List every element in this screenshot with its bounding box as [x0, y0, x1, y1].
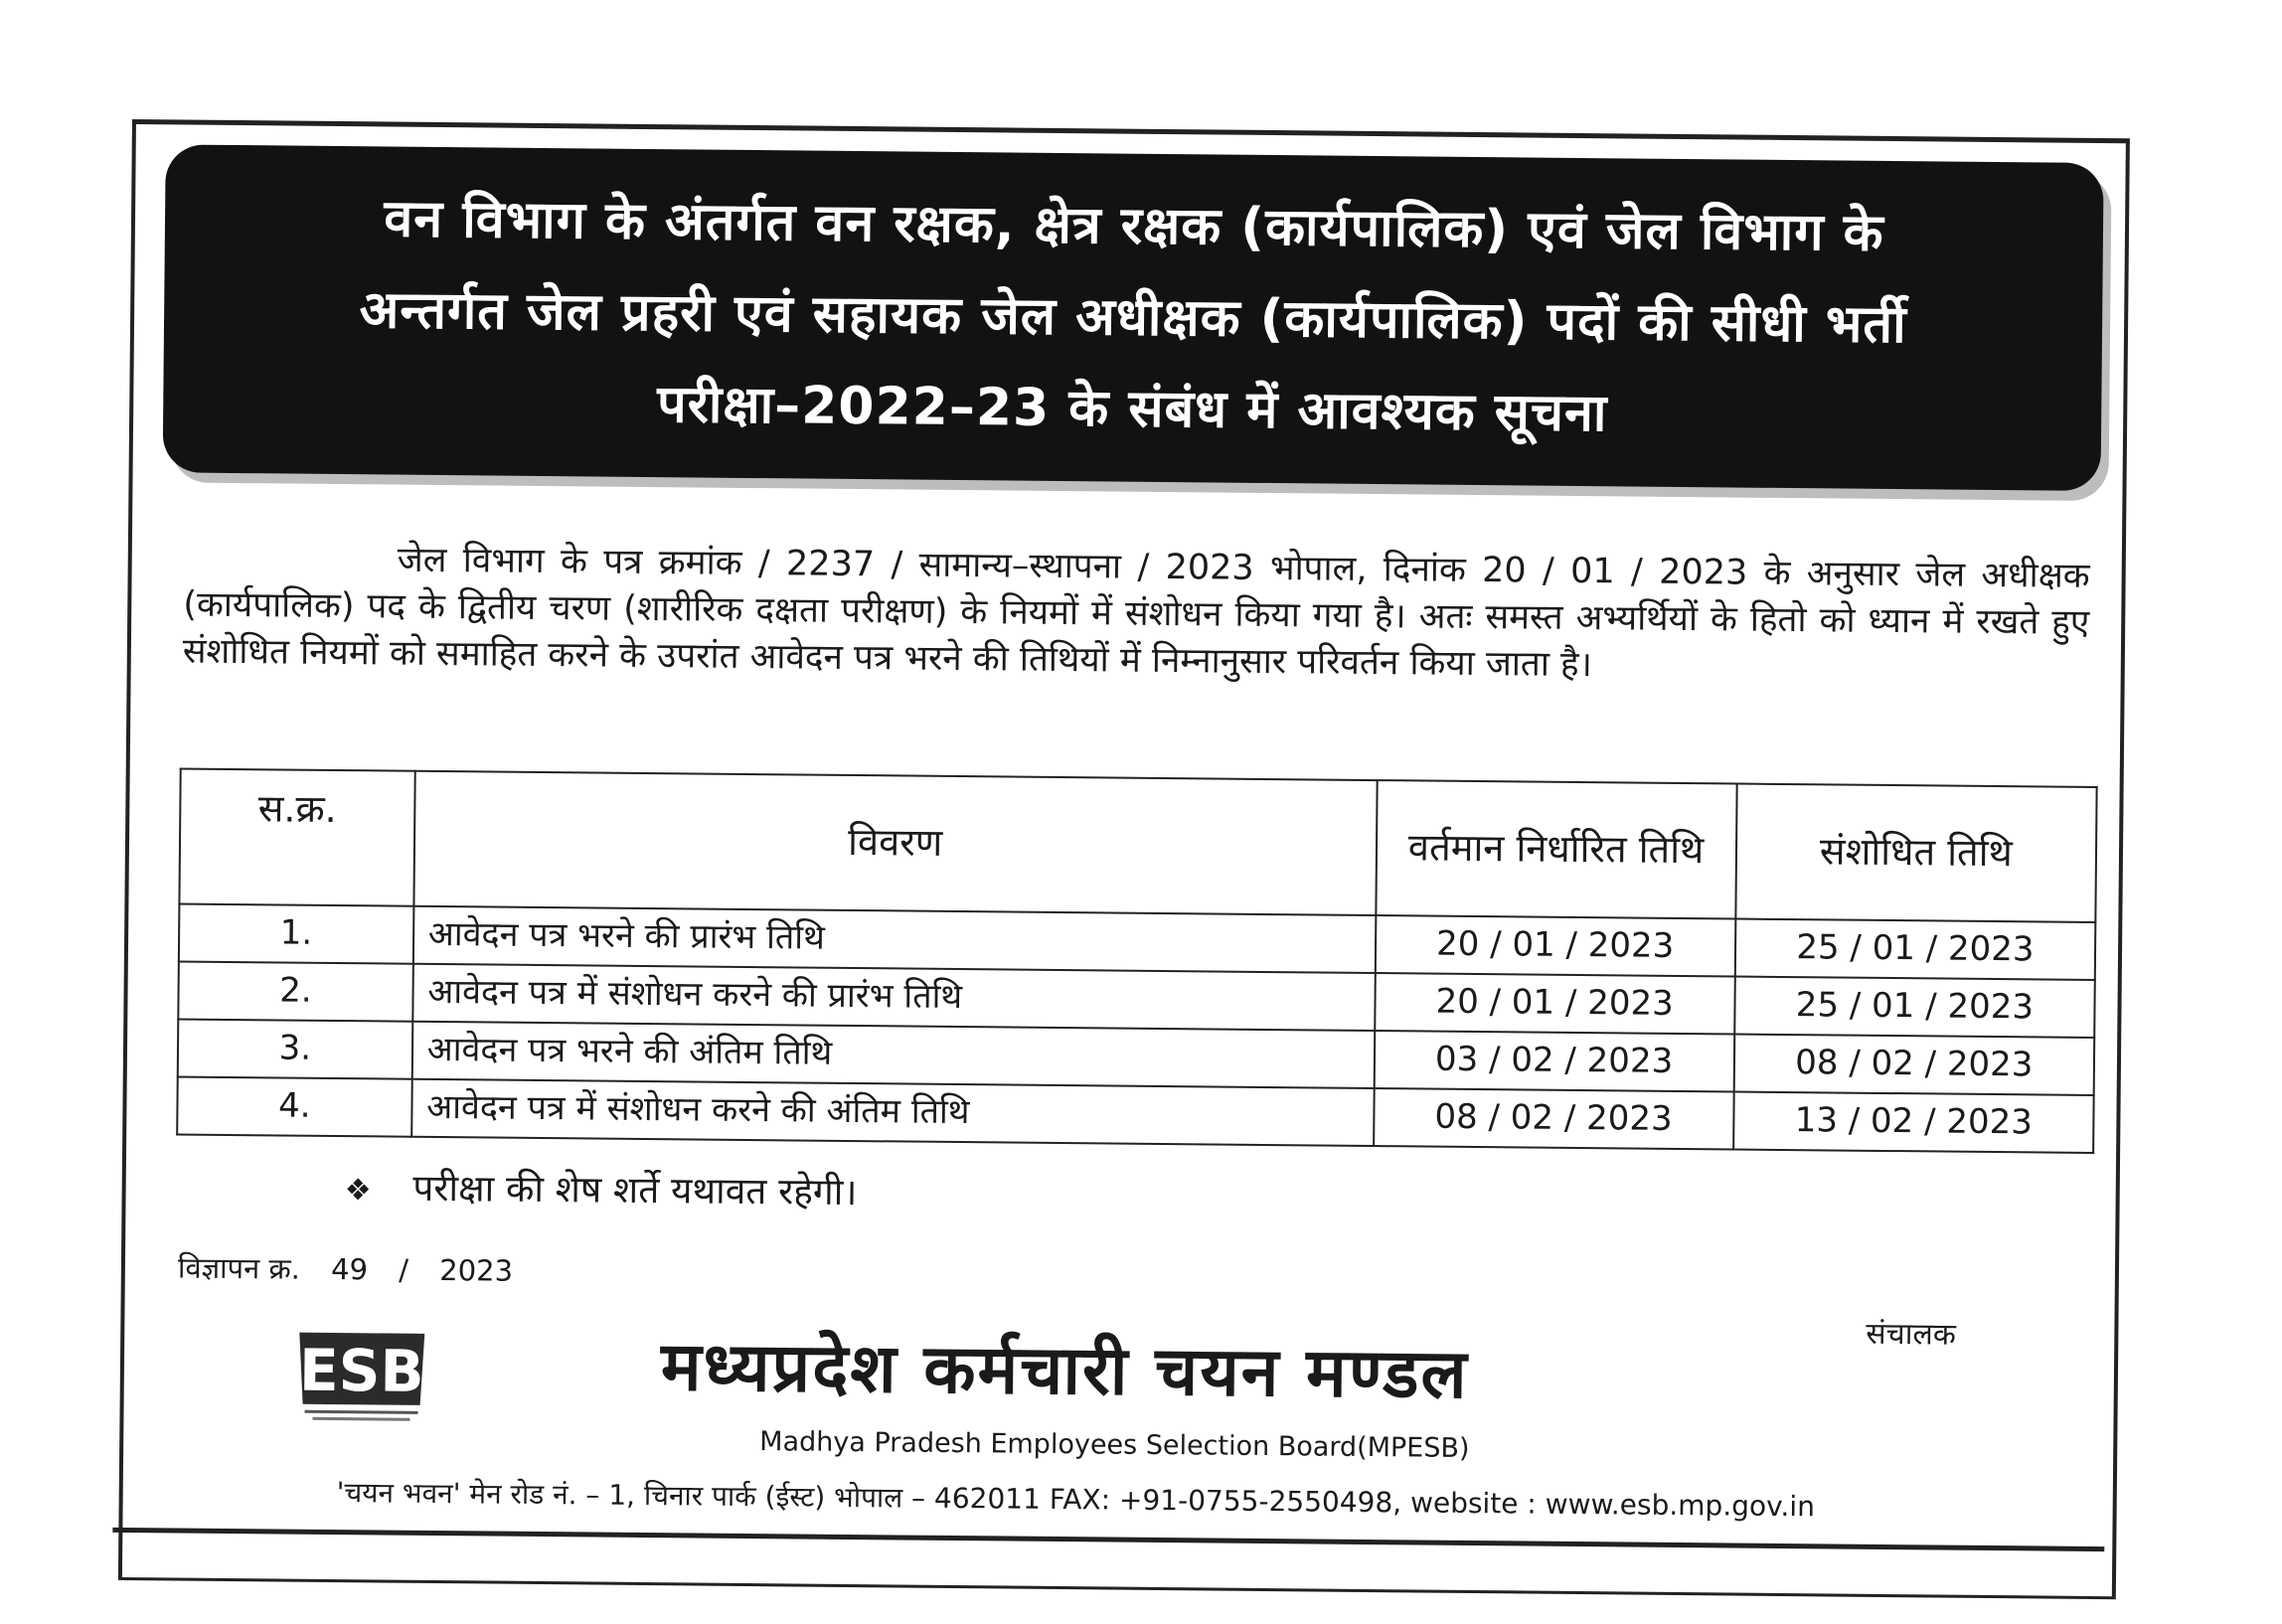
- remaining-conditions-note: [344, 1160, 857, 1216]
- notice-frame: [118, 119, 2130, 1599]
- diamond-bullet-icon: ❖: [344, 1173, 372, 1209]
- row-serial: 1.: [179, 903, 413, 963]
- advertisement-number: [178, 1247, 536, 1289]
- header-description: विवरण: [413, 771, 1377, 915]
- row-current-date: 08 / 02 / 2023: [1374, 1088, 1734, 1149]
- board-address: 'चयन भवन' मेन रोड नं. – 1, चिनार पार्क (ईस्ट) भोपाल – 462011 FAX: +91-0755-2550498, website : www.esb.mp.gov.in: [336, 1476, 1816, 1524]
- row-description: आवेदन पत्र में संशोधन करने की अंतिम तिथि: [411, 1079, 1374, 1146]
- row-current-date: 20 / 01 / 2023: [1375, 973, 1735, 1034]
- header-revised-date: संशोधित तिथि: [1735, 784, 2097, 922]
- heading-line-2: अन्तर्गत जेल प्रहरी एवं सहायक जेल अधीक्षक (कार्यपालिक) पदों की सीधी भर्ती: [359, 280, 1907, 356]
- row-revised-date: 13 / 02 / 2023: [1733, 1092, 2094, 1153]
- row-serial: 4.: [177, 1076, 411, 1136]
- esb-logo: [292, 1327, 430, 1425]
- header-serial: स.क्र.: [179, 768, 414, 905]
- advertisement-year: 2023: [439, 1253, 514, 1288]
- row-serial: 2.: [178, 961, 412, 1021]
- row-description: आवेदन पत्र भरने की अंतिम तिथि: [411, 1022, 1374, 1088]
- board-name-english: Madhya Pradesh Employees Selection Board(MPESB): [759, 1426, 1470, 1464]
- row-description: आवेदन पत्र भरने की प्रारंभ तिथि: [413, 906, 1376, 973]
- table-header-row: [179, 768, 2096, 922]
- heading-line-3: परीक्षा–2022–23 के संबंध में आवश्यक सूचना: [656, 375, 1608, 444]
- row-current-date: 03 / 02 / 2023: [1374, 1031, 1734, 1091]
- intro-paragraph: जेल विभाग के पत्र क्रमांक / 2237 / सामान्य–स्थापना / 2023 भोपाल, दिनांक 20 / 01 / 2023 के अनुसार जेल अधीक्षक (कार्यपालिक) पद के द्वितीय चरण (शारीरिक दक्षता परीक्षण) के नियमों में संशोधन किया गया है। अतः समस्त अभ्यर्थियों के हितो को ध्यान में रखते हुए संशोधित नियमों को समाहित करने के उपरांत आवेदन पत्र भरने की तिथियों में निम्नानुसार परिवर्तन किया जाता है।: [182, 540, 2090, 686]
- row-revised-date: 25 / 01 / 2023: [1734, 977, 2095, 1038]
- signatory-title: संचालक: [1866, 1316, 1956, 1353]
- header-current-date: वर्तमान निर्धारित तिथि: [1376, 780, 1737, 918]
- row-revised-date: 08 / 02 / 2023: [1733, 1035, 2094, 1095]
- row-serial: 3.: [178, 1019, 412, 1078]
- heading-line-1: वन विभाग के अंतर्गत वन रक्षक, क्षेत्र रक्षक (कार्यपालिक) एवं जेल विभाग के: [384, 189, 1884, 263]
- logo-text: ESB: [298, 1336, 425, 1405]
- row-description: आवेदन पत्र में संशोधन करने की प्रारंभ तिथि: [412, 964, 1375, 1031]
- date-schedule-table: [176, 767, 2097, 1154]
- notice-heading: [163, 144, 2104, 491]
- advertisement-label: विज्ञापन क्र.: [177, 1250, 301, 1286]
- row-revised-date: 25 / 01 / 2023: [1735, 919, 2096, 980]
- bottom-rule: [112, 1528, 2104, 1551]
- row-current-date: 20 / 01 / 2023: [1375, 915, 1735, 976]
- board-name-hindi: मध्यप्रदेश कर्मचारी चयन मण्डल: [660, 1328, 1469, 1414]
- advertisement-number-value: 49: [330, 1251, 369, 1287]
- advertisement-separator: /: [399, 1252, 409, 1287]
- note-text: परीक्षा की शेष शर्ते यथावत रहेगी।: [412, 1166, 858, 1215]
